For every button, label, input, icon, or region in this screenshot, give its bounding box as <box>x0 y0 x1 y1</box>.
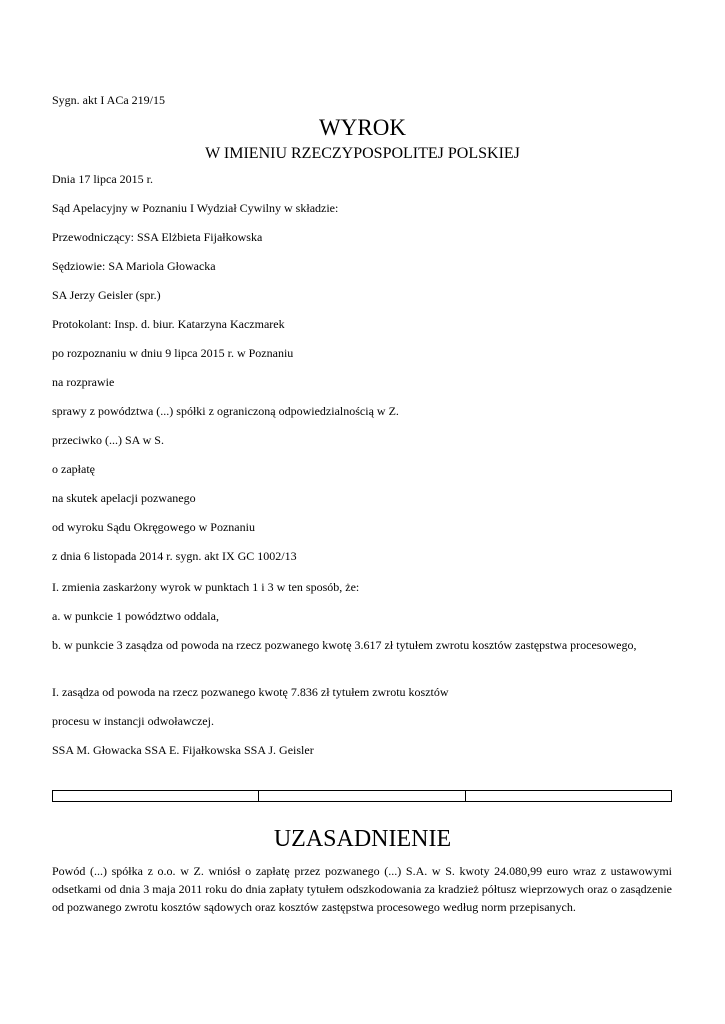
document-subtitle: W IMIENIU RZECZYPOSPOLITEJ POLSKIEJ <box>205 145 520 162</box>
ruling-point-1: I. zmienia zaskarżony wyrok w punktach 1 i 3 w ten sposób, że: <box>52 580 360 594</box>
ruling-point-b: b. w punkcie 3 zasądza od powoda na rzecz pozwanego kwotę 3.617 zł tytułem zwrotu kosztów zastępstwa procesowego, <box>52 638 637 652</box>
court-reporter: Protokolant: Insp. d. biur. Katarzyna Kaczmarek <box>52 317 285 331</box>
signature-cell <box>259 791 465 802</box>
judge-reporting: SA Jerzy Geisler (spr.) <box>52 288 161 302</box>
case-subject: o zapłatę <box>52 462 95 476</box>
justification-title: UZASADNIENIE <box>273 826 452 852</box>
case-plaintiff: sprawy z powództwa (...) spółki z ograniczoną odpowiedzialnością w Z. <box>52 404 399 418</box>
court-composition: Sąd Apelacyjny w Poznaniu I Wydział Cywilny w składzie: <box>52 201 339 215</box>
judgment-date: Dnia 17 lipca 2015 r. <box>52 172 153 186</box>
signature-cell <box>465 791 671 802</box>
justification-paragraph: Powód (...) spółka z o.o. w Z. wniósł o zapłatę przez pozwanego (...) S.A. w S. kwoty 24.080,99 euro wraz z ustawowymi odsetkami od dnia 3 maja 2011 roku do dnia zapłaty tytułem odszkodowania za kradzież półtusz wieprzowych oraz o zasądzenie od pozwanego zwrotu kosztów sądowych oraz kosztów zastępstwa procesowego według norm przepisanych. <box>52 864 672 914</box>
judge-signatures: SSA M. Głowacka SSA E. Fijałkowska SSA J. Geisler <box>52 743 314 757</box>
case-defendant: przeciwko (...) SA w S. <box>52 433 164 447</box>
signature-table <box>52 790 672 802</box>
judges-line: Sędziowie: SA Mariola Głowacka <box>52 259 216 273</box>
appeal-basis: na skutek apelacji pozwanego <box>52 491 196 505</box>
case-number: Sygn. akt I ACa 219/15 <box>52 93 165 107</box>
presiding-judge: Przewodniczący: SSA Elżbieta Fijałkowska <box>52 230 263 244</box>
document-title: WYROK <box>319 115 406 140</box>
lower-court-judgment: z dnia 6 listopada 2014 r. sygn. akt IX GC 1002/13 <box>52 549 297 563</box>
hearing-type: na rozprawie <box>52 375 115 389</box>
ruling-point-a: a. w punkcie 1 powództwo oddala, <box>52 609 219 623</box>
lower-court: od wyroku Sądu Okręgowego w Poznaniu <box>52 520 255 534</box>
ruling-point-2: I. zasądza od powoda na rzecz pozwanego kwotę 7.836 zł tytułem zwrotu kosztów <box>52 685 449 699</box>
ruling-point-2-cont: procesu w instancji odwoławczej. <box>52 714 214 728</box>
signature-cell <box>53 791 259 802</box>
hearing-date: po rozpoznaniu w dniu 9 lipca 2015 r. w Poznaniu <box>52 346 294 360</box>
